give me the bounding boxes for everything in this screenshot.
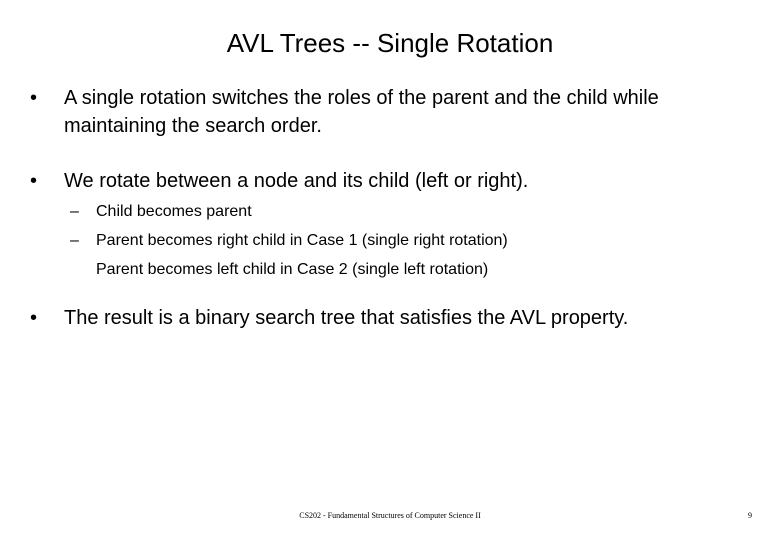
bullet-marker: •: [30, 87, 38, 109]
bullet-marker: •: [30, 170, 38, 192]
bullet-text: The result is a binary search tree that satisfies the AVL property.: [64, 307, 629, 329]
sub-bullet-text: Parent becomes right child in Case 1 (single right rotation): [96, 232, 508, 249]
bullet-item: [30, 84, 750, 140]
sub-bullet-marker: –: [70, 232, 79, 249]
bullet-item: [30, 304, 750, 332]
bullet-marker: •: [30, 307, 38, 329]
sub-bullet-item: [70, 226, 750, 255]
bullet-item: [30, 167, 750, 195]
sub-bullet-item: [70, 197, 750, 226]
sub-bullet-item: [70, 255, 750, 284]
slide-title: AVL Trees -- Single Rotation: [226, 28, 554, 58]
sub-bullet-text: Child becomes parent: [96, 203, 252, 220]
slide-footer: CS202 - Fundamental Structures of Computer Science II: [299, 511, 481, 520]
bullet-text: A single rotation switches the roles of the parent and the child while maintaining the search order.: [64, 87, 659, 137]
bullet-text: We rotate between a node and its child (left or right).: [64, 170, 529, 192]
sub-bullet-text: Parent becomes left child in Case 2 (single left rotation): [96, 261, 489, 278]
sub-bullet-marker: –: [70, 203, 79, 220]
page-number: 9: [748, 511, 752, 520]
